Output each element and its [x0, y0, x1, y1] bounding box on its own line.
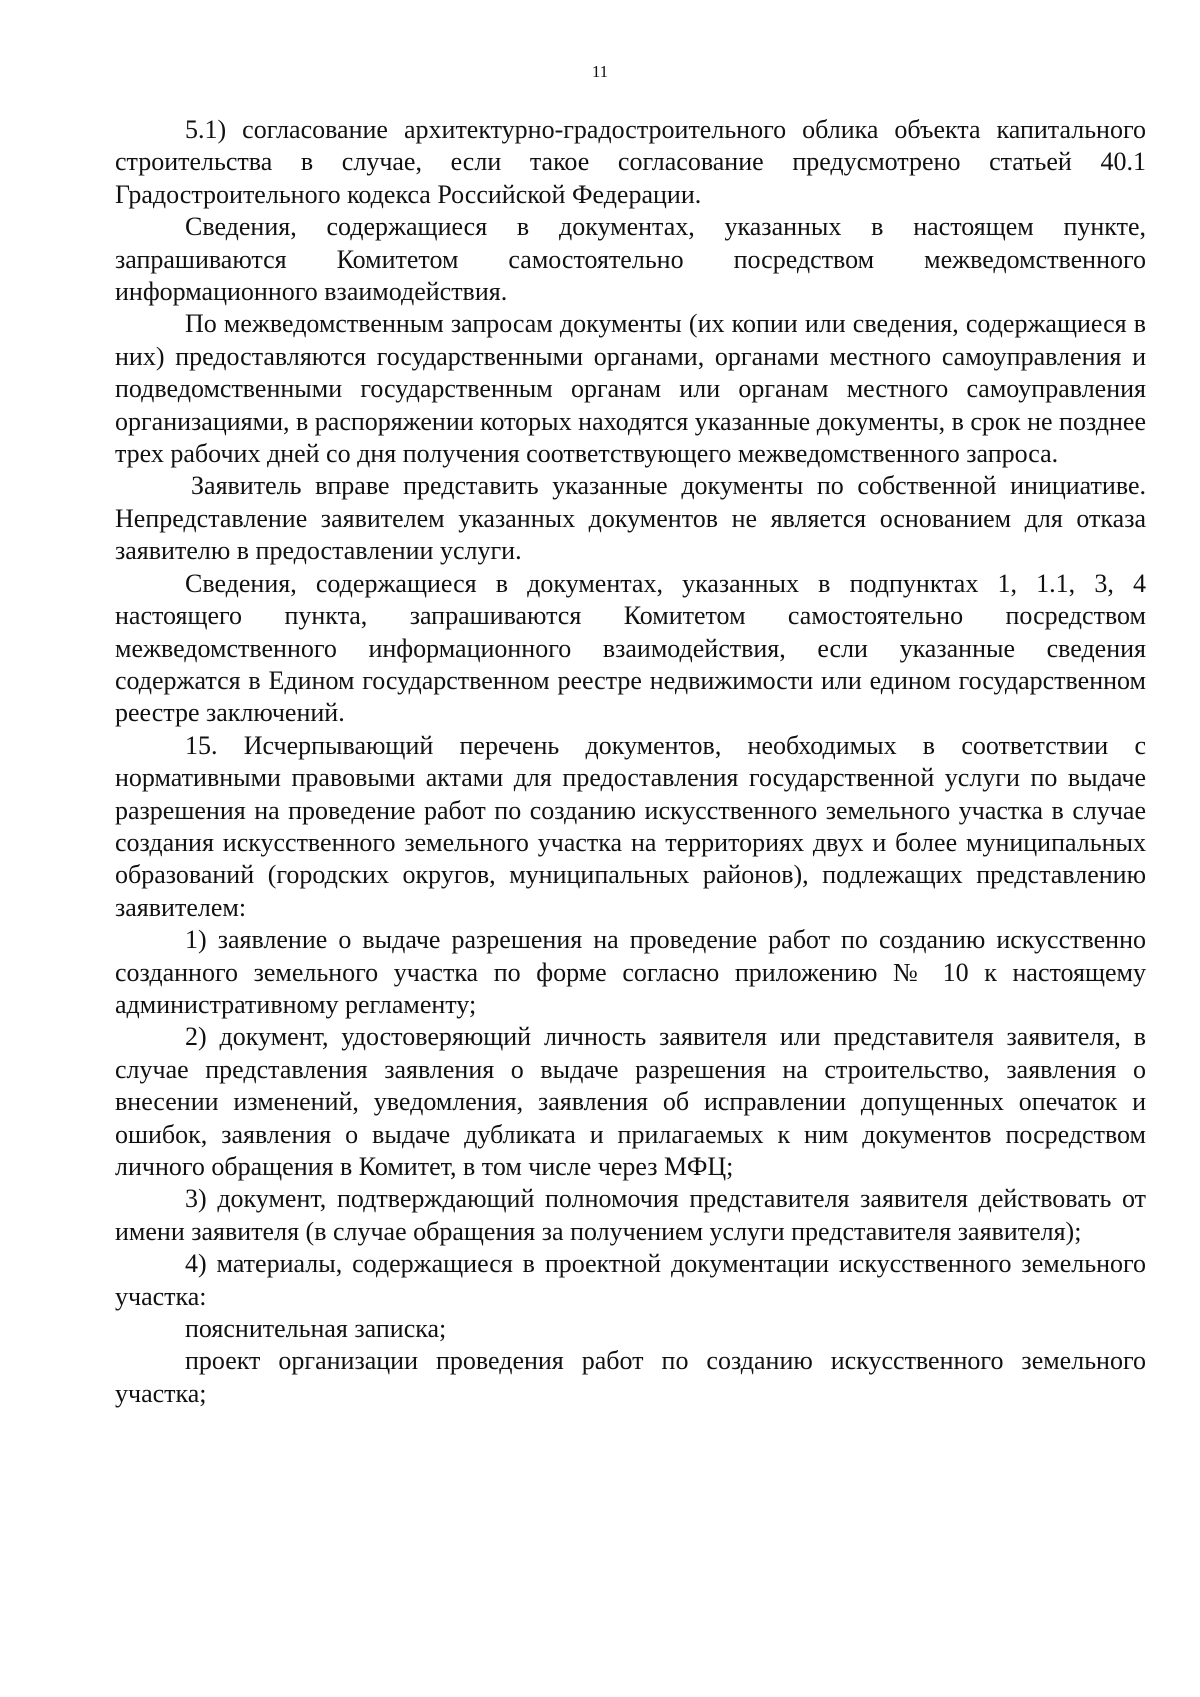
- paragraph-list-item-2: 2) документ, удостоверяющий личность заявителя или представителя заявителя, в случае представления заявления о выдаче разрешения на строительство, заявления о внесении изменений, уведомления, заявления об исправлении допущенных опечаток и ошибок, заявления о выдаче дубликата и прилагаемых к ним документов посредством личного обращения в Комитет, в том числе через МФЦ;: [115, 1022, 1146, 1181]
- paragraph-list-item-1: 1) заявление о выдаче разрешения на проведение работ по созданию искусственно созданного земельного участка по форме согласно приложению № 10 к настоящему административному регламенту;: [115, 925, 1146, 1019]
- paragraph-interagency-requests: По межведомственным запросам документы (их копии или сведения, содержащиеся в них) предоставляются государственными органами, органами местного самоуправления и подведомственными государственным органам или органам местного самоуправления организациями, в распоряжении которых находятся указанные документы, в срок не позднее трех рабочих дней со дня получения соответствующего межведомственного запроса.: [115, 309, 1146, 469]
- document-body: [115, 114, 1146, 1410]
- paragraph-requested-info: Сведения, содержащиеся в документах, указанных в настоящем пункте, запрашиваются Комитетом самостоятельно посредством межведомственного информационного взаимодействия.: [115, 212, 1146, 307]
- paragraph-item-5-1: 5.1) согласование архитектурно-градостроительного облика объекта капитального строительства в случае, если такое согласование предусмотрено статьей 40.1 Градостроительного кодекса Российской Федерации.: [115, 115, 1146, 209]
- paragraph-registry-info: Сведения, содержащиеся в документах, указанных в подпунктах 1, 1.1, 3, 4 настоящего пункта, запрашиваются Комитетом самостоятельно посредством межведомственного информационного взаимодействия, если указанные сведения содержатся в Едином государственном реестре недвижимости или едином государственном реестре заключений.: [115, 568, 1146, 728]
- paragraph-section-15: 15. Исчерпывающий перечень документов, необходимых в соответствии с нормативными правовыми актами для предоставления государственной услуги по выдаче разрешения на проведение работ по созданию искусственного земельного участка в случае создания искусственного земельного участка на территориях двух и более муниципальных образований (городских округов, муниципальных районов), подлежащих представлению заявителем:: [115, 730, 1146, 922]
- paragraph-applicant-right: Заявитель вправе представить указанные документы по собственной инициативе. Непредставление заявителем указанных документов не является основанием для отказа заявителю в предоставлении услуги.: [115, 471, 1146, 566]
- paragraph-work-organization-project: проект организации проведения работ по созданию искусственного земельного участка;: [115, 1346, 1146, 1408]
- paragraph-list-item-3: 3) документ, подтверждающий полномочия представителя заявителя действовать от имени заявителя (в случае обращения за получением услуги представителя заявителя);: [115, 1184, 1146, 1246]
- paragraph-list-item-4: 4) материалы, содержащиеся в проектной документации искусственного земельного участка:: [115, 1249, 1146, 1311]
- page-number: 11: [591, 62, 609, 81]
- paragraph-explanatory-note: пояснительная записка;: [185, 1314, 447, 1344]
